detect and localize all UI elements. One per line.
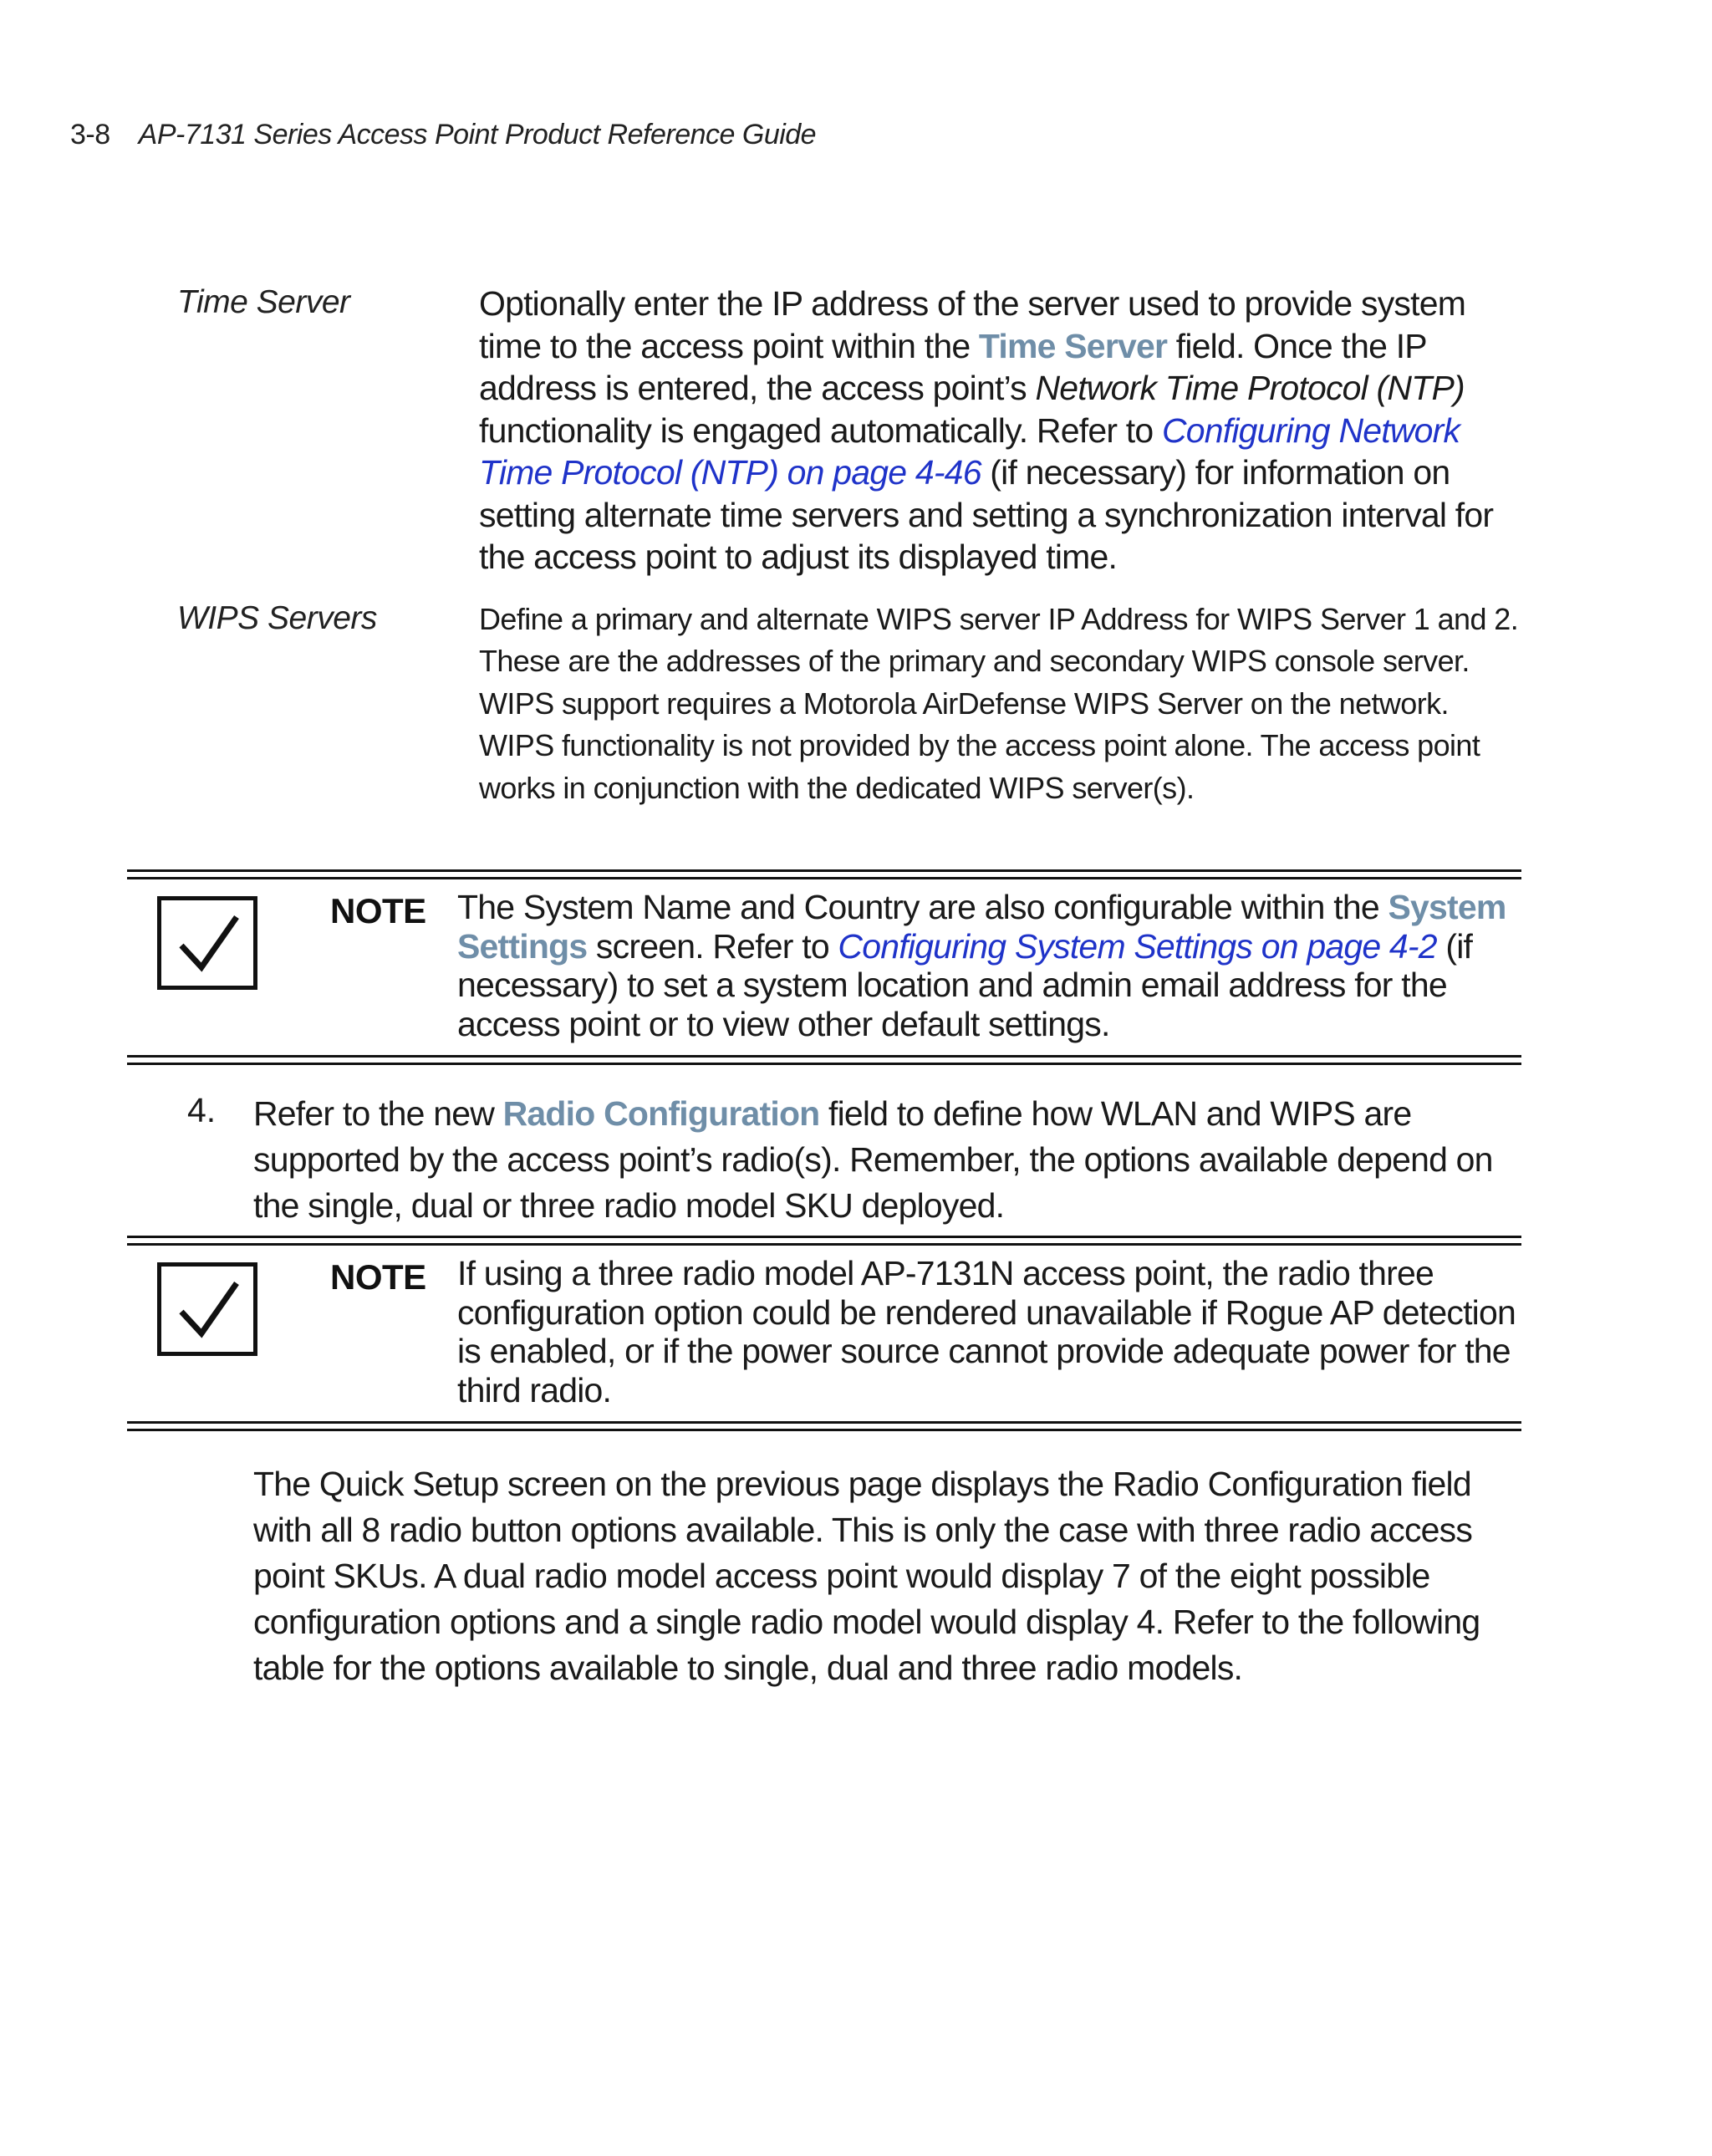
page-number: 3-8 xyxy=(70,119,110,150)
definition-text: Define a primary and alternate WIPS server IP Address for WIPS Server 1 and 2. These are the addresses of the primary and secondary WIPS console server. WIPS support requires a Motorola AirDefense WIPS Server on the network. WIPS functionality is not provided by the access point alone. The access point works in conjunction with the dedicated WIPS server(s). xyxy=(479,601,1519,805)
note-body xyxy=(127,1246,1521,1421)
ui-reference-radio-configuration: Radio Configuration xyxy=(502,1094,820,1133)
page-header xyxy=(70,119,816,151)
text-run: The System Name and Country are also configurable within the xyxy=(457,888,1388,926)
ui-reference-system-settings: System Settings xyxy=(457,888,1506,966)
note-label: NOTE xyxy=(330,1257,426,1297)
link-configuring-system-settings[interactable]: Configuring System Settings on page 4-2 xyxy=(838,926,1437,966)
step-number: 4. xyxy=(187,1091,217,1129)
definition-list xyxy=(177,283,1523,809)
text-run: Refer to the new xyxy=(253,1094,503,1133)
definition-time-server xyxy=(177,283,1523,579)
closing-paragraph: The Quick Setup screen on the previous page displays the Radio Configuration field with all 8 radio button options available. This is only the case with three radio access point SKUs. A dual radio model access point would display 7 of the eight possible configuration options and a single radio model would display 4. Refer to the following table for the options available to single, dual and three radio models. xyxy=(253,1465,1480,1687)
text-run: (if necessary) for information on setting alternate time servers and setting a synchronization interval for the access point to adjust its displayed time. xyxy=(479,453,1494,576)
text-run: screen. Refer to xyxy=(587,926,838,966)
text-run: (if necessary) to set a system location and admin email address for the access point or to view other default settings. xyxy=(457,926,1473,1043)
italic-term: Network Time Protocol (NTP) xyxy=(1035,369,1465,407)
note-text: If using a three radio model AP-7131N access point, the radio three configuration option could be rendered unavailable if Rogue AP detection is enabled, or if the power source cannot provide adequate power for the third radio. xyxy=(457,1254,1516,1409)
ui-reference-time-server: Time Server xyxy=(978,326,1168,365)
divider xyxy=(127,869,1521,872)
step-text xyxy=(253,1091,1533,1229)
divider xyxy=(127,1055,1521,1058)
checkmark-icon xyxy=(157,896,257,990)
divider xyxy=(127,1429,1521,1431)
guide-title: AP-7131 Series Access Point Product Reference Guide xyxy=(138,119,817,150)
note-box xyxy=(127,869,1521,1065)
link-configuring-ntp[interactable]: Configuring Network Time Protocol (NTP) on page 4-46 xyxy=(479,410,1460,492)
note-body xyxy=(127,879,1521,1055)
term-label: WIPS Servers xyxy=(177,599,377,636)
text-run: functionality is engaged automatically. Refer to xyxy=(479,410,1162,450)
term-label: Time Server xyxy=(177,284,350,320)
note-label: NOTE xyxy=(330,891,426,930)
text-run: field to define how WLAN and WIPS are supported by the access point’s radio(s). Remember, the options available depend on the single, dual or three radio model SKU deployed. xyxy=(253,1094,1493,1225)
note-text xyxy=(457,888,1521,1043)
definition-wips-servers xyxy=(177,599,1523,810)
divider xyxy=(127,1421,1521,1424)
text-run: Optionally enter the IP address of the server used to provide system time to the access point within the xyxy=(479,284,1466,365)
checkmark-icon xyxy=(157,1262,257,1356)
text-run: field. Once the IP address is entered, the access point’s xyxy=(479,326,1427,407)
note-box xyxy=(127,1236,1521,1431)
step-4 xyxy=(187,1091,1533,1229)
divider xyxy=(127,1063,1521,1065)
divider xyxy=(127,1236,1521,1238)
definition-text xyxy=(479,283,1523,579)
